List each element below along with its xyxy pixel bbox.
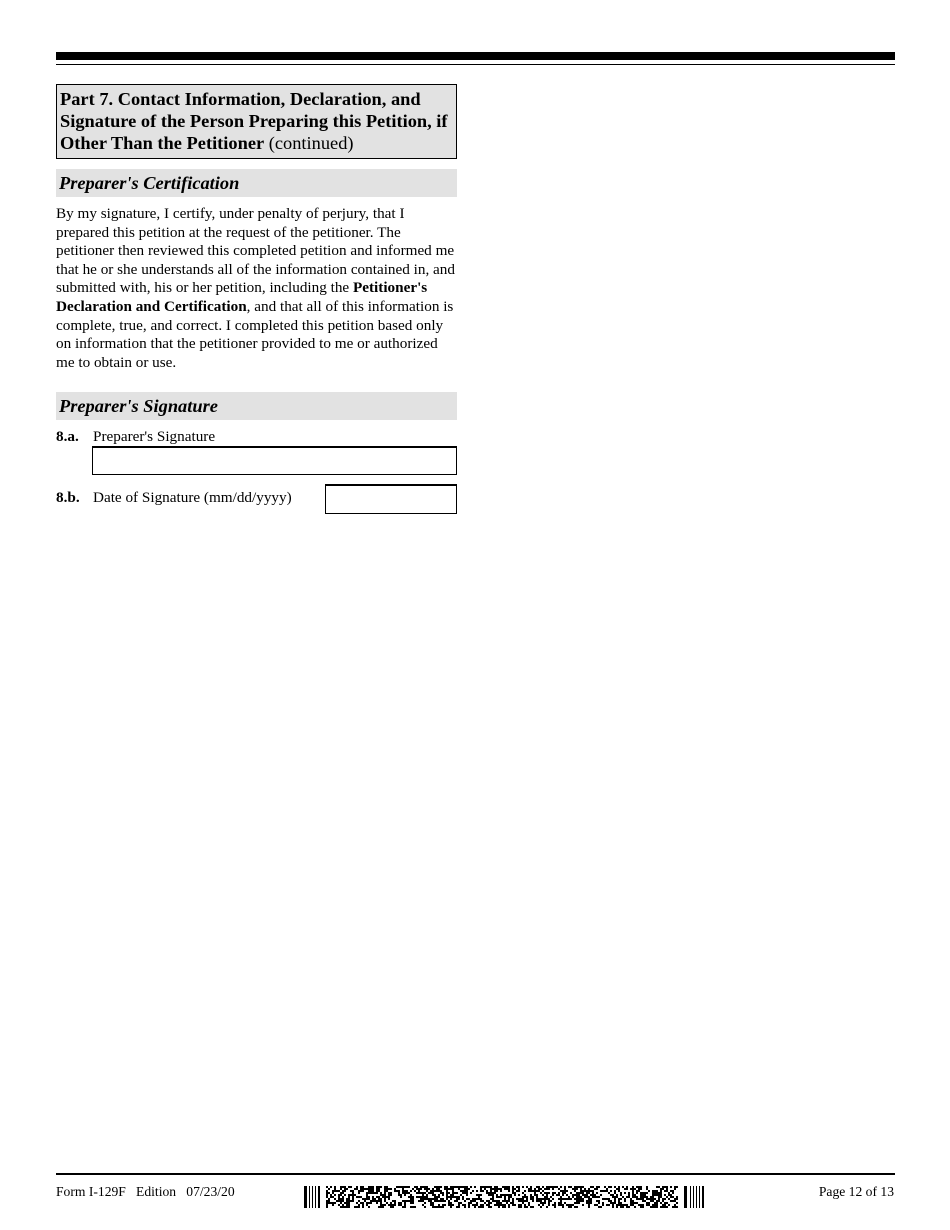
item-8b-row: [56, 484, 457, 516]
part-title: Part 7. Contact Information, Declaration, and Signature of the Person Preparing this Petition, if Other Than the Petitioner: [60, 89, 448, 153]
certification-text: [56, 205, 457, 372]
item-8a-label: Preparer's Signature: [93, 428, 216, 446]
item-8a-row: [56, 426, 457, 476]
certification-text-part2: , and that all of this information is complete, true, and correct. I completed this petition based only on information that the petitioner provided to me or authorized me to obtain or use.: [56, 297, 454, 371]
page-number: Page 12 of 13: [818, 1184, 894, 1199]
signature-date-field[interactable]: [325, 484, 457, 514]
item-8a-number: 8.a.: [56, 428, 79, 446]
item-8b-label: Date of Signature (mm/dd/yyyy): [93, 489, 292, 507]
signature-heading: Preparer's Signature: [56, 392, 457, 420]
barcode-image: [304, 1186, 712, 1208]
preparer-signature-field[interactable]: [92, 446, 457, 475]
header-rule-thick: [56, 52, 895, 60]
form-edition: Form I-129F Edition 07/23/20: [56, 1184, 235, 1199]
part-header: [56, 84, 457, 159]
header-rule-thin: [56, 64, 895, 65]
item-8b-number: 8.b.: [56, 489, 80, 507]
certification-heading: Preparer's Certification: [56, 169, 457, 197]
form-column: [56, 84, 457, 516]
footer-rule: [56, 1173, 895, 1175]
part-title-suffix: (continued): [264, 133, 354, 153]
certification-text-part1: By my signature, I certify, under penalty of perjury, that I prepared this petition at the request of the petitioner. The petitioner then reviewed this completed petition and informed me that he or she understands all of the information contained in, and submitted with, his or her petition, including the: [56, 205, 455, 297]
certification-text-bold: Petitioner's Declaration and Certification: [56, 279, 428, 315]
